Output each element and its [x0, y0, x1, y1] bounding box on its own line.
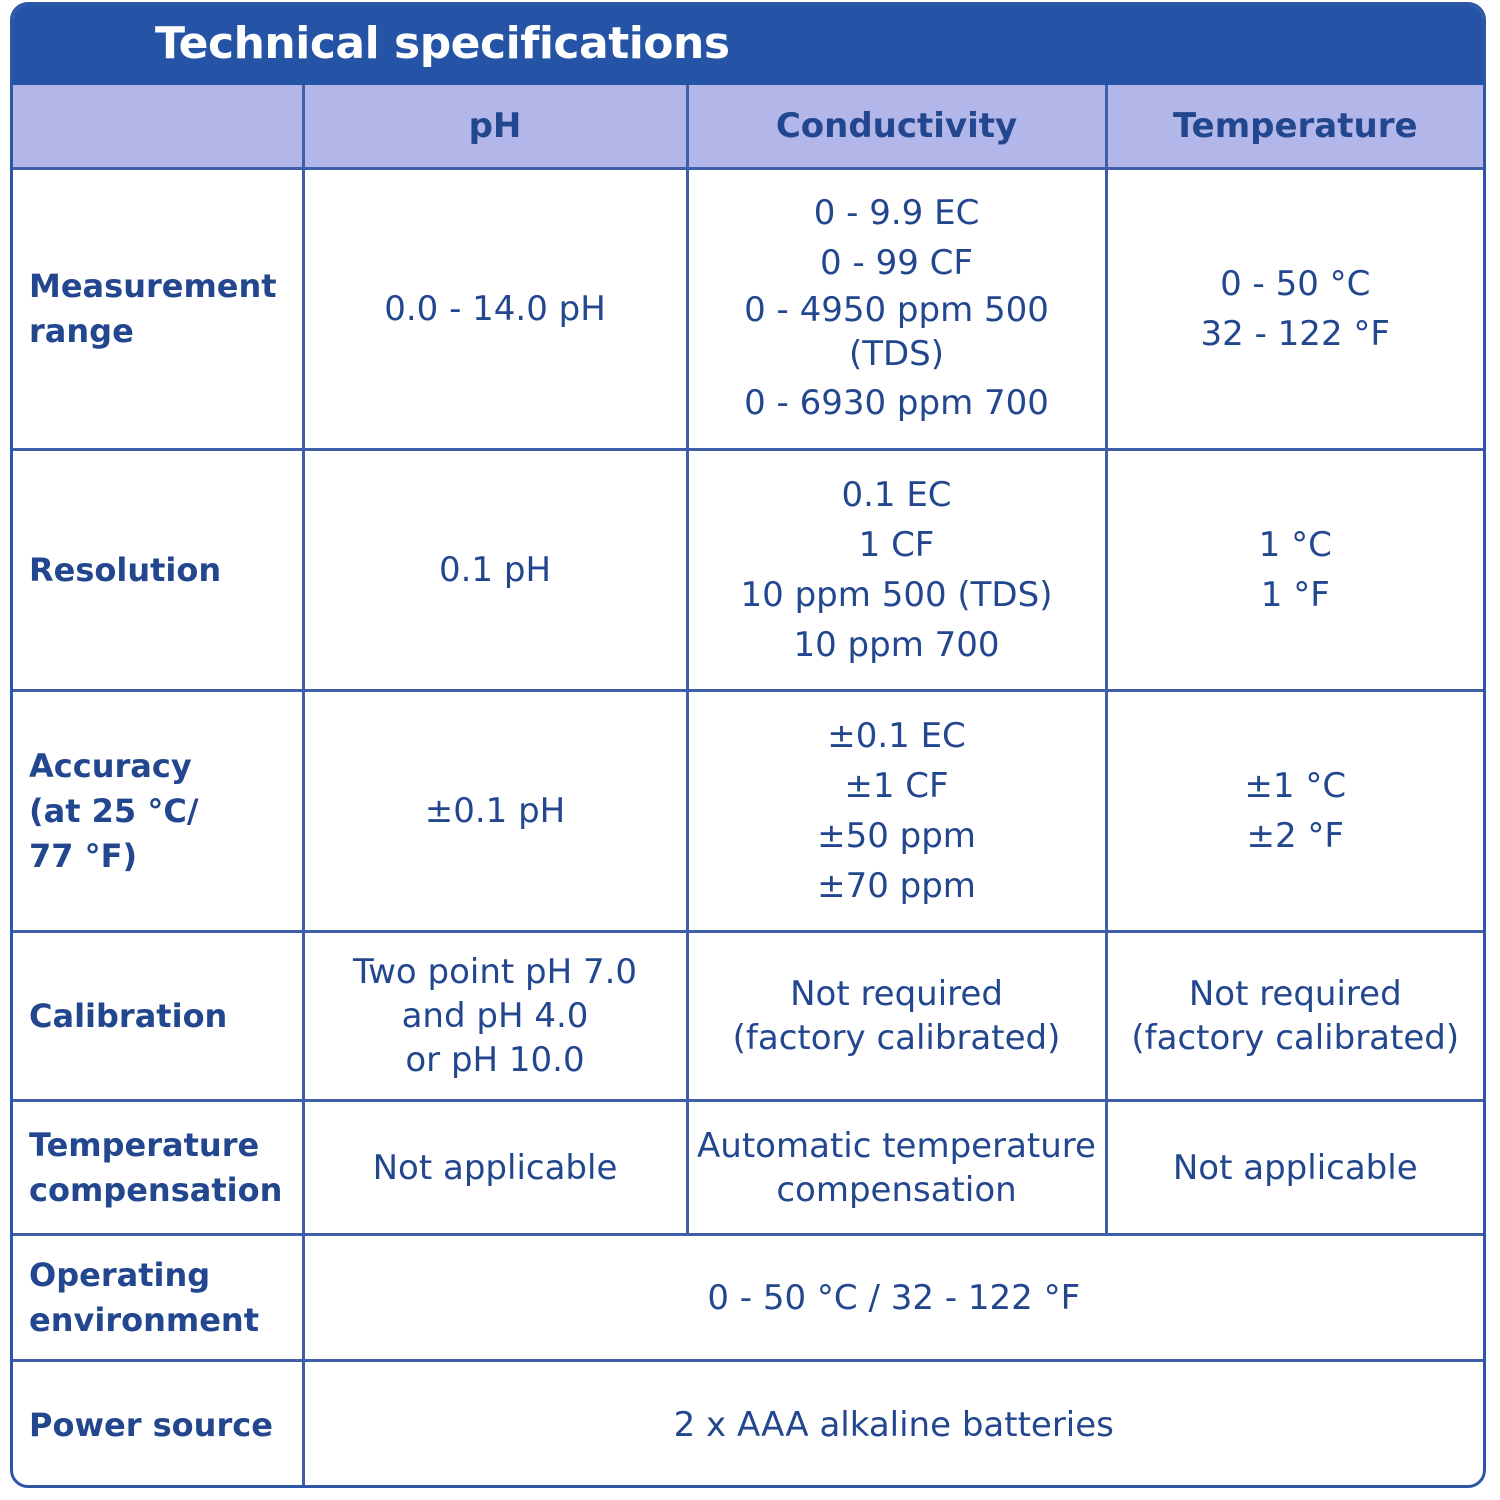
header-conductivity: Conductivity	[687, 85, 1106, 169]
header-empty	[13, 85, 303, 169]
table-row	[13, 169, 1483, 450]
cell-conductivity: Not required (factory calibrated)	[687, 932, 1106, 1101]
row-label-resolution: Resolution	[13, 450, 303, 691]
cell-conductivity: Automatic temperature compensation	[687, 1101, 1106, 1235]
spec-table	[13, 85, 1483, 1488]
cell-operating-environment-value: 0 - 50 °C / 32 - 122 °F	[303, 1235, 1483, 1361]
row-label-measurement-range: Measurement range	[13, 169, 303, 450]
cell-ph: Two point pH 7.0 and pH 4.0 or pH 10.0	[303, 932, 687, 1101]
row-label-temperature-compensation: Temperature compensation	[13, 1101, 303, 1235]
cell-temperature: Not required (factory calibrated)	[1106, 932, 1483, 1101]
row-label-accuracy: Accuracy (at 25 °C/ 77 °F)	[13, 691, 303, 932]
table-row	[13, 691, 1483, 932]
cell-ph: 0.1 pH	[303, 450, 687, 691]
table-row	[13, 1361, 1483, 1489]
cell-temperature: ±1 °C ±2 °F	[1106, 691, 1483, 932]
header-temperature: Temperature	[1106, 85, 1483, 169]
row-label-power-source: Power source	[13, 1361, 303, 1489]
cell-temperature: 1 °C 1 °F	[1106, 450, 1483, 691]
cell-ph: ±0.1 pH	[303, 691, 687, 932]
page-title: Technical specifications	[155, 18, 730, 69]
spec-panel	[10, 2, 1486, 1488]
cell-power-source-value: 2 x AAA alkaline batteries	[303, 1361, 1483, 1489]
cell-temperature: Not applicable	[1106, 1101, 1483, 1235]
cell-conductivity: 0.1 EC 1 CF 10 ppm 500 (TDS) 10 ppm 700	[687, 450, 1106, 691]
table-row	[13, 1235, 1483, 1361]
cell-conductivity: 0 - 9.9 EC 0 - 99 CF 0 - 4950 ppm 500 (TDS) 0 - 6930 ppm 700	[687, 169, 1106, 450]
cell-temperature: 0 - 50 °C 32 - 122 °F	[1106, 169, 1483, 450]
table-row	[13, 450, 1483, 691]
header-ph: pH	[303, 85, 687, 169]
table-row	[13, 1101, 1483, 1235]
row-label-operating-environment: Operating environment	[13, 1235, 303, 1361]
cell-ph: 0.0 - 14.0 pH	[303, 169, 687, 450]
table-header-row	[13, 85, 1483, 169]
title-bar	[13, 5, 1483, 85]
table-row	[13, 932, 1483, 1101]
cell-conductivity: ±0.1 EC ±1 CF ±50 ppm ±70 ppm	[687, 691, 1106, 932]
cell-ph: Not applicable	[303, 1101, 687, 1235]
row-label-calibration: Calibration	[13, 932, 303, 1101]
